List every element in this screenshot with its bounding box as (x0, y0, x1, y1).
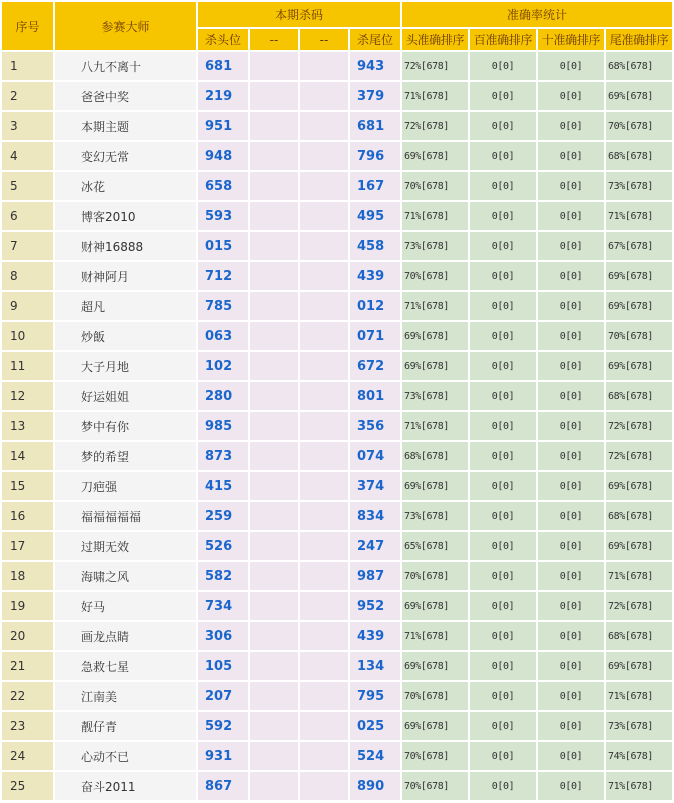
row-index: 17 (2, 532, 53, 560)
group-stats-header: 准确率统计 (402, 2, 672, 27)
stat-head-value: 73%[678] (402, 502, 468, 530)
kill-mid2-cell (300, 262, 348, 290)
kill-tail-value: 374 (350, 472, 400, 500)
table-row (2, 292, 672, 320)
kill-mid2-cell (300, 322, 348, 350)
stat-hundred-header: 百准确排序 (470, 29, 536, 50)
kill-head-value: 658 (198, 172, 248, 200)
master-name: 过期无效 (55, 532, 196, 560)
stat-head-value: 69%[678] (402, 142, 468, 170)
kill-mid2-cell (300, 232, 348, 260)
kill-mid2-cell (300, 412, 348, 440)
stat-hundred-value: 0[0] (470, 112, 536, 140)
stat-ten-value: 0[0] (538, 112, 604, 140)
kill-head-value: 105 (198, 652, 248, 680)
kill-mid2-cell (300, 382, 348, 410)
master-name: 财神16888 (55, 232, 196, 260)
stat-head-value: 69%[678] (402, 712, 468, 740)
kill-head-value: 985 (198, 412, 248, 440)
row-index: 12 (2, 382, 53, 410)
stat-tail-value: 68%[678] (606, 142, 672, 170)
table-row (2, 382, 672, 410)
stat-tail-value: 69%[678] (606, 292, 672, 320)
kill-head-value: 712 (198, 262, 248, 290)
row-index: 1 (2, 52, 53, 80)
stat-ten-value: 0[0] (538, 352, 604, 380)
kill-tail-value: 801 (350, 382, 400, 410)
kill-head-value: 015 (198, 232, 248, 260)
stat-head-value: 71%[678] (402, 292, 468, 320)
stat-ten-value: 0[0] (538, 742, 604, 770)
kill-tail-value: 796 (350, 142, 400, 170)
stat-hundred-value: 0[0] (470, 472, 536, 500)
stat-hundred-value: 0[0] (470, 772, 536, 800)
row-index: 23 (2, 712, 53, 740)
stat-tail-value: 69%[678] (606, 472, 672, 500)
kill-head-value: 873 (198, 442, 248, 470)
table-row (2, 712, 672, 740)
kill-mid1-cell (250, 622, 298, 650)
kill-tail-value: 025 (350, 712, 400, 740)
kill-mid2-cell (300, 442, 348, 470)
kill-mid1-cell (250, 472, 298, 500)
kill-tail-value: 943 (350, 52, 400, 80)
kill-mid2-cell (300, 742, 348, 770)
master-name: 八九不离十 (55, 52, 196, 80)
stat-ten-value: 0[0] (538, 622, 604, 650)
stat-head-value: 71%[678] (402, 82, 468, 110)
master-name: 好马 (55, 592, 196, 620)
kill-tail-value: 952 (350, 592, 400, 620)
kill-mid1-header: -- (250, 29, 298, 50)
table-row (2, 532, 672, 560)
kill-mid1-cell (250, 202, 298, 230)
stat-tail-value: 68%[678] (606, 622, 672, 650)
row-index: 7 (2, 232, 53, 260)
stat-tail-value: 71%[678] (606, 682, 672, 710)
master-name: 海啸之风 (55, 562, 196, 590)
kill-tail-value: 681 (350, 112, 400, 140)
row-index: 6 (2, 202, 53, 230)
kill-mid2-cell (300, 352, 348, 380)
kill-tail-value: 167 (350, 172, 400, 200)
master-name: 炒飯 (55, 322, 196, 350)
stat-ten-value: 0[0] (538, 412, 604, 440)
kill-head-value: 063 (198, 322, 248, 350)
stat-tail-value: 70%[678] (606, 322, 672, 350)
stat-hundred-value: 0[0] (470, 352, 536, 380)
col-master-header: 参赛大师 (55, 2, 196, 50)
stat-head-value: 70%[678] (402, 262, 468, 290)
table-row (2, 112, 672, 140)
kill-mid2-cell (300, 562, 348, 590)
stat-tail-value: 73%[678] (606, 172, 672, 200)
kill-mid2-cell (300, 172, 348, 200)
kill-mid1-cell (250, 322, 298, 350)
master-name: 超凡 (55, 292, 196, 320)
row-index: 8 (2, 262, 53, 290)
table-body (2, 52, 672, 800)
table-row (2, 562, 672, 590)
stat-hundred-value: 0[0] (470, 502, 536, 530)
kill-head-value: 931 (198, 742, 248, 770)
stat-hundred-value: 0[0] (470, 232, 536, 260)
stat-tail-value: 69%[678] (606, 262, 672, 290)
stat-head-value: 71%[678] (402, 202, 468, 230)
kill-head-header: 杀头位 (198, 29, 248, 50)
stat-hundred-value: 0[0] (470, 622, 536, 650)
row-index: 21 (2, 652, 53, 680)
kill-tail-value: 439 (350, 622, 400, 650)
stat-tail-value: 68%[678] (606, 52, 672, 80)
table-row (2, 232, 672, 260)
kill-mid1-cell (250, 772, 298, 800)
kill-mid2-cell (300, 502, 348, 530)
kill-head-value: 582 (198, 562, 248, 590)
stat-tail-value: 69%[678] (606, 652, 672, 680)
stat-tail-value: 74%[678] (606, 742, 672, 770)
kill-head-value: 306 (198, 622, 248, 650)
master-name: 变幻无常 (55, 142, 196, 170)
kill-tail-value: 890 (350, 772, 400, 800)
row-index: 9 (2, 292, 53, 320)
kill-mid2-cell (300, 532, 348, 560)
table-row (2, 412, 672, 440)
stat-hundred-value: 0[0] (470, 82, 536, 110)
stat-tail-value: 69%[678] (606, 352, 672, 380)
table-row (2, 502, 672, 530)
col-index-header: 序号 (2, 2, 53, 50)
table-row (2, 352, 672, 380)
kill-tail-value: 356 (350, 412, 400, 440)
stat-head-value: 69%[678] (402, 652, 468, 680)
kill-mid2-cell (300, 772, 348, 800)
kill-mid2-cell (300, 682, 348, 710)
stat-head-value: 70%[678] (402, 682, 468, 710)
kill-mid1-cell (250, 352, 298, 380)
master-name: 画龙点睛 (55, 622, 196, 650)
stat-ten-value: 0[0] (538, 772, 604, 800)
kill-head-value: 785 (198, 292, 248, 320)
kill-head-value: 207 (198, 682, 248, 710)
stat-head-value: 68%[678] (402, 442, 468, 470)
master-name: 奋斗2011 (55, 772, 196, 800)
row-index: 10 (2, 322, 53, 350)
stat-hundred-value: 0[0] (470, 682, 536, 710)
row-index: 22 (2, 682, 53, 710)
table-header (2, 2, 672, 50)
kill-mid1-cell (250, 532, 298, 560)
table-row (2, 262, 672, 290)
table-row (2, 742, 672, 770)
table-row (2, 172, 672, 200)
stat-ten-value: 0[0] (538, 52, 604, 80)
stat-ten-value: 0[0] (538, 262, 604, 290)
stat-ten-value: 0[0] (538, 322, 604, 350)
kill-head-value: 526 (198, 532, 248, 560)
kill-tail-value: 834 (350, 502, 400, 530)
stat-ten-value: 0[0] (538, 712, 604, 740)
kill-tail-value: 524 (350, 742, 400, 770)
kill-mid1-cell (250, 232, 298, 260)
group-kill-header: 本期杀码 (198, 2, 400, 27)
stat-ten-value: 0[0] (538, 592, 604, 620)
kill-head-value: 681 (198, 52, 248, 80)
kill-mid2-cell (300, 592, 348, 620)
stat-tail-value: 71%[678] (606, 202, 672, 230)
stat-head-value: 70%[678] (402, 772, 468, 800)
table-row (2, 82, 672, 110)
stat-head-value: 65%[678] (402, 532, 468, 560)
kill-mid2-cell (300, 52, 348, 80)
kill-head-value: 734 (198, 592, 248, 620)
stat-hundred-value: 0[0] (470, 262, 536, 290)
kill-mid1-cell (250, 682, 298, 710)
row-index: 4 (2, 142, 53, 170)
kill-tail-value: 012 (350, 292, 400, 320)
stat-head-value: 71%[678] (402, 622, 468, 650)
stat-head-value: 72%[678] (402, 112, 468, 140)
stat-tail-value: 71%[678] (606, 772, 672, 800)
kill-mid1-cell (250, 52, 298, 80)
kill-mid1-cell (250, 442, 298, 470)
stat-ten-value: 0[0] (538, 172, 604, 200)
kill-tail-value: 795 (350, 682, 400, 710)
stat-tail-value: 72%[678] (606, 412, 672, 440)
table-row (2, 472, 672, 500)
stat-ten-value: 0[0] (538, 142, 604, 170)
stat-ten-value: 0[0] (538, 682, 604, 710)
row-index: 3 (2, 112, 53, 140)
stat-tail-value: 67%[678] (606, 232, 672, 260)
kill-tail-value: 495 (350, 202, 400, 230)
stat-head-value: 69%[678] (402, 352, 468, 380)
stat-tail-value: 73%[678] (606, 712, 672, 740)
stat-head-value: 73%[678] (402, 382, 468, 410)
kill-head-value: 948 (198, 142, 248, 170)
stat-tail-value: 70%[678] (606, 112, 672, 140)
kill-head-value: 219 (198, 82, 248, 110)
kill-head-value: 951 (198, 112, 248, 140)
stat-head-value: 69%[678] (402, 592, 468, 620)
kill-mid1-cell (250, 712, 298, 740)
stat-ten-value: 0[0] (538, 652, 604, 680)
stat-hundred-value: 0[0] (470, 742, 536, 770)
table-row (2, 622, 672, 650)
row-index: 2 (2, 82, 53, 110)
master-name: 爸爸中奖 (55, 82, 196, 110)
stat-hundred-value: 0[0] (470, 382, 536, 410)
stat-head-value: 70%[678] (402, 562, 468, 590)
kill-mid2-cell (300, 622, 348, 650)
kill-head-value: 280 (198, 382, 248, 410)
stat-tail-value: 68%[678] (606, 502, 672, 530)
kill-tail-value: 672 (350, 352, 400, 380)
stat-hundred-value: 0[0] (470, 442, 536, 470)
stat-head-value: 69%[678] (402, 472, 468, 500)
stat-ten-value: 0[0] (538, 292, 604, 320)
table-row (2, 682, 672, 710)
row-index: 13 (2, 412, 53, 440)
stat-tail-header: 尾准确排序 (606, 29, 672, 50)
stat-hundred-value: 0[0] (470, 202, 536, 230)
kill-mid2-cell (300, 712, 348, 740)
master-name: 梦的希望 (55, 442, 196, 470)
kill-tail-value: 074 (350, 442, 400, 470)
stat-ten-value: 0[0] (538, 532, 604, 560)
stat-head-value: 71%[678] (402, 412, 468, 440)
stat-tail-value: 69%[678] (606, 82, 672, 110)
stat-ten-value: 0[0] (538, 562, 604, 590)
stat-tail-value: 72%[678] (606, 592, 672, 620)
master-name: 江南美 (55, 682, 196, 710)
master-name: 博客2010 (55, 202, 196, 230)
table-row (2, 142, 672, 170)
stat-tail-value: 69%[678] (606, 532, 672, 560)
master-name: 心动不已 (55, 742, 196, 770)
stat-hundred-value: 0[0] (470, 532, 536, 560)
kill-head-value: 592 (198, 712, 248, 740)
table-row (2, 322, 672, 350)
stat-ten-value: 0[0] (538, 232, 604, 260)
table-row (2, 592, 672, 620)
kill-tail-header: 杀尾位 (350, 29, 400, 50)
stat-ten-value: 0[0] (538, 382, 604, 410)
kill-head-value: 593 (198, 202, 248, 230)
row-index: 15 (2, 472, 53, 500)
kill-mid2-cell (300, 472, 348, 500)
row-index: 19 (2, 592, 53, 620)
kill-mid2-cell (300, 142, 348, 170)
stat-head-value: 70%[678] (402, 742, 468, 770)
kill-tail-value: 071 (350, 322, 400, 350)
master-name: 梦中有你 (55, 412, 196, 440)
kill-tail-value: 987 (350, 562, 400, 590)
master-name: 急救七星 (55, 652, 196, 680)
kill-mid1-cell (250, 592, 298, 620)
stat-ten-value: 0[0] (538, 82, 604, 110)
master-name: 大子月地 (55, 352, 196, 380)
row-index: 24 (2, 742, 53, 770)
stat-head-value: 70%[678] (402, 172, 468, 200)
table-row (2, 202, 672, 230)
kill-mid1-cell (250, 742, 298, 770)
kill-mid1-cell (250, 412, 298, 440)
stat-head-value: 73%[678] (402, 232, 468, 260)
kill-mid2-cell (300, 652, 348, 680)
row-index: 16 (2, 502, 53, 530)
master-name: 本期主题 (55, 112, 196, 140)
master-name: 靓仔青 (55, 712, 196, 740)
master-name: 福福福福福 (55, 502, 196, 530)
stat-head-value: 69%[678] (402, 322, 468, 350)
stat-ten-value: 0[0] (538, 502, 604, 530)
kill-mid1-cell (250, 502, 298, 530)
table-row (2, 442, 672, 470)
kill-tail-value: 247 (350, 532, 400, 560)
kill-mid1-cell (250, 262, 298, 290)
stat-head-header: 头准确排序 (402, 29, 468, 50)
stat-tail-value: 71%[678] (606, 562, 672, 590)
kill-mid1-cell (250, 292, 298, 320)
kill-head-value: 867 (198, 772, 248, 800)
kill-head-value: 259 (198, 502, 248, 530)
table-row (2, 772, 672, 800)
kill-tail-value: 134 (350, 652, 400, 680)
stat-hundred-value: 0[0] (470, 412, 536, 440)
table-row (2, 652, 672, 680)
stat-hundred-value: 0[0] (470, 592, 536, 620)
stat-hundred-value: 0[0] (470, 52, 536, 80)
stat-hundred-value: 0[0] (470, 652, 536, 680)
stat-ten-value: 0[0] (538, 472, 604, 500)
table-row (2, 52, 672, 80)
stat-ten-value: 0[0] (538, 202, 604, 230)
kill-head-value: 102 (198, 352, 248, 380)
kill-mid1-cell (250, 172, 298, 200)
row-index: 14 (2, 442, 53, 470)
stat-ten-header: 十准确排序 (538, 29, 604, 50)
stat-hundred-value: 0[0] (470, 292, 536, 320)
row-index: 18 (2, 562, 53, 590)
stat-tail-value: 68%[678] (606, 382, 672, 410)
stat-hundred-value: 0[0] (470, 562, 536, 590)
kill-tail-value: 379 (350, 82, 400, 110)
master-name: 好运姐姐 (55, 382, 196, 410)
stat-hundred-value: 0[0] (470, 322, 536, 350)
kill-mid2-cell (300, 112, 348, 140)
master-name: 冰花 (55, 172, 196, 200)
kill-mid2-cell (300, 202, 348, 230)
kill-mid2-header: -- (300, 29, 348, 50)
kill-mid2-cell (300, 82, 348, 110)
row-index: 11 (2, 352, 53, 380)
stat-tail-value: 72%[678] (606, 442, 672, 470)
stat-hundred-value: 0[0] (470, 142, 536, 170)
kill-tail-value: 439 (350, 262, 400, 290)
stat-hundred-value: 0[0] (470, 172, 536, 200)
kill-mid1-cell (250, 112, 298, 140)
stat-hundred-value: 0[0] (470, 712, 536, 740)
master-name: 财神阿月 (55, 262, 196, 290)
row-index: 25 (2, 772, 53, 800)
stat-ten-value: 0[0] (538, 442, 604, 470)
master-name: 刀疤强 (55, 472, 196, 500)
kill-mid1-cell (250, 142, 298, 170)
kill-mid1-cell (250, 82, 298, 110)
kill-mid2-cell (300, 292, 348, 320)
row-index: 20 (2, 622, 53, 650)
kill-tail-value: 458 (350, 232, 400, 260)
stat-head-value: 72%[678] (402, 52, 468, 80)
row-index: 5 (2, 172, 53, 200)
kill-mid1-cell (250, 382, 298, 410)
kill-mid1-cell (250, 652, 298, 680)
kill-head-value: 415 (198, 472, 248, 500)
kill-mid1-cell (250, 562, 298, 590)
